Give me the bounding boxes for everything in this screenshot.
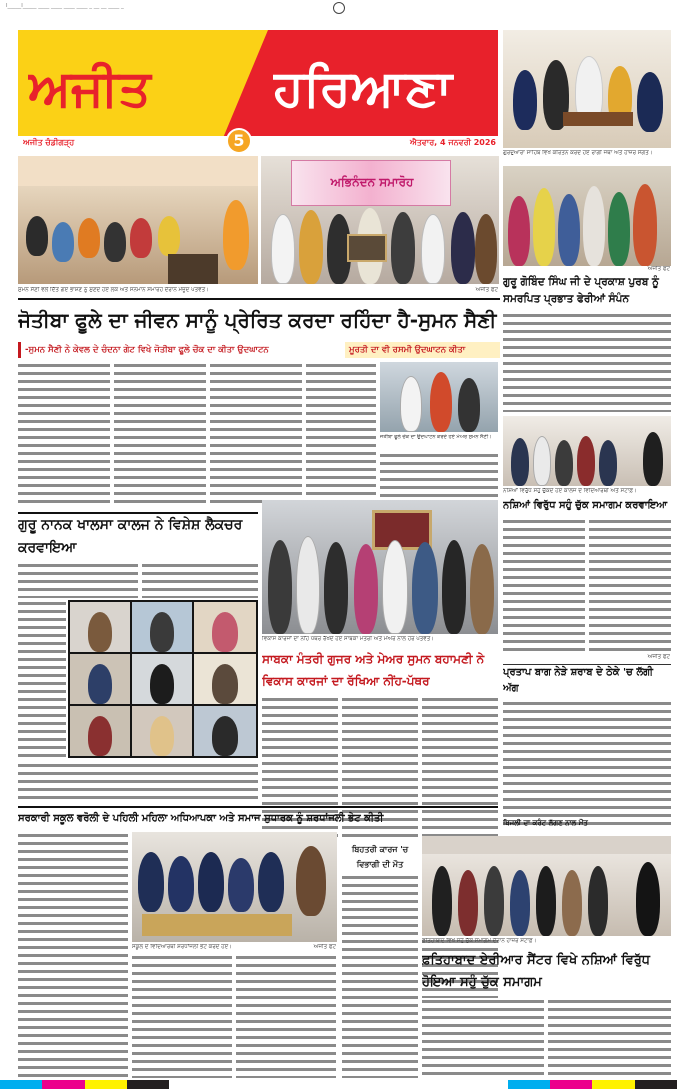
nashian-credit: ਅਜੀਤ ਫੋਟੋ [647, 654, 670, 660]
jyotiba-inset-caption: ਜੋਤੀਬਾ ਫੂਲੇ ਚੌਕ ਦਾ ਉਦਘਾਟਨ ਕਰਦੇ ਹੋਏ ਮੇਅਰ ਸੁਮਨ ਸੈਣੀ। [380, 434, 492, 440]
nashian-body-col-2 [589, 518, 671, 652]
top-photos-credit: ਅਜੀਤ ਫੋਟੋ [475, 287, 498, 293]
khalsa-body-bottom [18, 762, 258, 802]
masthead-title-right: ਹਰਿਆਣਾ [273, 59, 453, 117]
main-headline: ਜੋਤੀਬਾ ਫੂਲੇ ਦਾ ਜੀਵਨ ਸਾਨੂੰ ਪ੍ਰੇਰਿਤ ਕਰਦਾ ਰਹਿੰਦਾ ਹੈ-ਸੁਮਨ ਸੈਣੀ [18, 298, 500, 338]
prabhat-pheri-body [503, 312, 671, 412]
top-photos-caption: ਸੁਮਨ ਸੈਣੀ ਵਲੋਂ ਦਿੱਤੇ ਗਏ ਭਾਸ਼ਣ ਨੂੰ ਸੁਣਦੇ ਹੋਏ ਲੋਕ ਅਤੇ ਸਨਮਾਨ ਸਮਾਰੋਹ ਦੌਰਾਨ ਮੌਜੂਦ ਪਤਵੰਤੇ। [18, 287, 209, 293]
print-info: l_____l_____ ____ ____ ____ ____ _ __ __ ____ _ [6, 3, 124, 9]
page-number-badge: 5 [226, 128, 252, 154]
school-caption: ਸਕੂਲ ਦੇ ਵਿਦਿਆਰਥੀ ਸ਼ਰਧਾਂਜਲੀ ਭੇਟ ਕਰਦੇ ਹੋਏ। [132, 944, 232, 950]
fatehabad-body-col-2 [548, 998, 671, 1078]
school-body [18, 832, 128, 1078]
fatehabad-headline: ਫ਼ਤਿਹਾਬਾਦ ਏਰੀਆਰ ਸੈਂਟਰ ਵਿਖੇ ਨਸ਼ਿਆਂ ਵਿਰੁੱਧ ਹੋਇਆ ਸਹੁੰ ਚੁੱਕ ਸਮਾਗਮ [422, 953, 650, 990]
masthead-title-left: ਅਜੀਤ [28, 59, 151, 117]
issue-date: ਐਤਵਾਰ, 4 ਜਨਵਰੀ 2026 [409, 138, 496, 147]
stone-laying-caption: ਵਿਕਾਸ ਕਾਰਜਾਂ ਦਾ ਨੀਂਹ ਪੱਥਰ ਰੱਖਦੇ ਹੋਏ ਸਾਬਕਾ ਮੰਤਰੀ ਅਤੇ ਮੇਅਰ ਨਾਲ ਹੋਰ ਪਤਵੰਤੇ। [262, 636, 434, 642]
nashian-body-col-1 [503, 518, 585, 652]
online-lecture-grid-photo [68, 600, 258, 758]
stone-laying-photo [262, 500, 498, 634]
main-subhead-left: -ਸੁਮਨ ਸੈਣੀ ਨੇ ਕੇਵਲ ਦੇ ਚੰਦਨਾ ਗੇਟ ਵਿਖੇ ਜੋਤੀਬਾ ਫੂਲੇ ਚੌਕ ਦਾ ਕੀਤਾ ਉਦਘਾਟਨ [18, 342, 338, 358]
pledge-college-photo [503, 416, 671, 486]
prabhat-pheri-headline: ਗੁਰੂ ਗੋਬਿੰਦ ਸਿੰਘ ਜੀ ਦੇ ਪ੍ਰਕਾਸ਼ ਪੁਰਬ ਨੂੰ ਸਮਰਪਿਤ ਪ੍ਰਭਾਤ ਫੇਰੀਆਂ ਸੰਪੰਨ [503, 276, 659, 305]
khalsa-body-top-right [142, 562, 258, 598]
registration-mark-icon [333, 2, 345, 14]
fatehabad-pledge-photo [422, 836, 671, 936]
jyotiba-phule-inset-photo [380, 362, 498, 432]
khalsa-college-headline: ਗੁਰੂ ਨਾਨਕ ਖਾਲਸਾ ਕਾਲਜ ਨੇ ਵਿਸ਼ੇਸ਼ ਲੈਕਚਰ ਕਰਵਾਇਆ [18, 512, 258, 558]
partap-bagh-body [503, 700, 671, 830]
kirtan-photo [503, 30, 671, 148]
small-item-headline: ਬਿਜਲੀ ਦਾ ਕਰੰਟ ਲੱਗਣ ਨਾਲ ਮੌਤ [503, 819, 588, 827]
color-registration-bar [0, 1080, 677, 1089]
school-students-photo [132, 832, 337, 942]
school-body-col-3 [236, 954, 336, 1078]
khalsa-body-top-left [18, 562, 138, 598]
masthead [18, 30, 498, 150]
sub-item-body [342, 874, 418, 1078]
fatehabad-body-col-1 [422, 998, 544, 1078]
khalsa-body-side [18, 600, 66, 758]
main-body-col-1 [18, 362, 110, 504]
speech-audience-photo [18, 156, 258, 284]
sub-item-headline: ਬਿਹਤਰੀ ਕਾਰਜ 'ਚ ਵਿਭਾਗੀ ਦੀ ਮੌਤ [351, 845, 409, 869]
felicitation-ceremony-photo [261, 156, 499, 284]
abhinandan-banner: ਅਭਿਨੰਦਨ ਸਮਾਰੋਹ [330, 175, 414, 189]
nashian-virudh-headline: ਨਸ਼ਿਆਂ ਵਿਰੁੱਧ ਸਹੁੰ ਚੁੱਕ ਸਮਾਗਮ ਕਰਵਾਇਆ [503, 500, 668, 511]
main-body-col-3 [210, 362, 302, 504]
school-credit: ਅਜੀਤ ਫੋਟੋ [313, 944, 336, 950]
prabhat-pheri-photo [503, 166, 671, 266]
main-body-col-5 [380, 452, 498, 504]
kirtan-caption: ਗੁਰਦੁਆਰਾ ਸਾਹਿਬ ਵਿਖੇ ਕੀਰਤਨ ਕਰਦੇ ਹੋਏ ਰਾਗੀ ਜਥਾ ਅਤੇ ਹਾਜ਼ਰ ਸੰਗਤ। [503, 150, 653, 156]
sarkari-school-headline: ਸਰਕਾਰੀ ਸਕੂਲ ਵਰੋਲੀ ਦੇ ਪਹਿਲੀ ਮਹਿਲਾ ਅਧਿਆਪਕਾ ਅਤੇ ਸਮਾਜ ਸੁਧਾਰਕ ਨੂੰ ਸ਼ਰਧਾਂਜਲੀ ਭੇਟ ਕੀਤੀ [18, 806, 498, 828]
gujjar-mayor-headline: ਸਾਬਕਾ ਮੰਤਰੀ ਗੁਜਰ ਅਤੇ ਮੇਅਰ ਸੁਮਨ ਬਹਾਮਣੀ ਨੇ ਵਿਕਾਸ ਕਾਰਜਾਂ ਦਾ ਰੱਖਿਆ ਨੀਂਹ-ਪੱਥਰ [262, 652, 485, 688]
school-body-col-2 [132, 954, 232, 1078]
prabhat-photo-credit: ਅਜੀਤ ਫੋਟੋ [647, 266, 670, 272]
partap-bagh-headline: ਪ੍ਰਤਾਪ ਬਾਗ ਨੇੜੇ ਸ਼ਰਾਬ ਦੇ ਠੇਕੇ 'ਚ ਲੱਗੀ ਅੱਗ [503, 664, 671, 696]
main-subhead-right: ਮੂਰਤੀ ਦਾ ਵੀ ਰਸਮੀ ਉਦਘਾਟਨ ਕੀਤਾ [345, 342, 500, 358]
main-body-col-2 [114, 362, 206, 504]
main-body-col-4 [306, 362, 376, 504]
fatehabad-caption: ਫ਼ਤਿਹਾਬਾਦ ਵਿਖੇ ਸਹੁੰ ਚੁੱਕ ਸਮਾਗਮ ਦੌਰਾਨ ਹਾਜ਼ਰ ਸਟਾਫ਼। [422, 938, 537, 944]
pledge-college-caption: ਨਸ਼ਿਆਂ ਵਿਰੁੱਧ ਸਹੁੰ ਚੁੱਕਦੇ ਹੋਏ ਕਾਲਜ ਦੇ ਵਿਦਿਆਰਥੀ ਅਤੇ ਸਟਾਫ਼। [503, 488, 637, 494]
edition-label: ਅਜੀਤ ਚੰਡੀਗੜ੍ਹ [23, 138, 75, 147]
